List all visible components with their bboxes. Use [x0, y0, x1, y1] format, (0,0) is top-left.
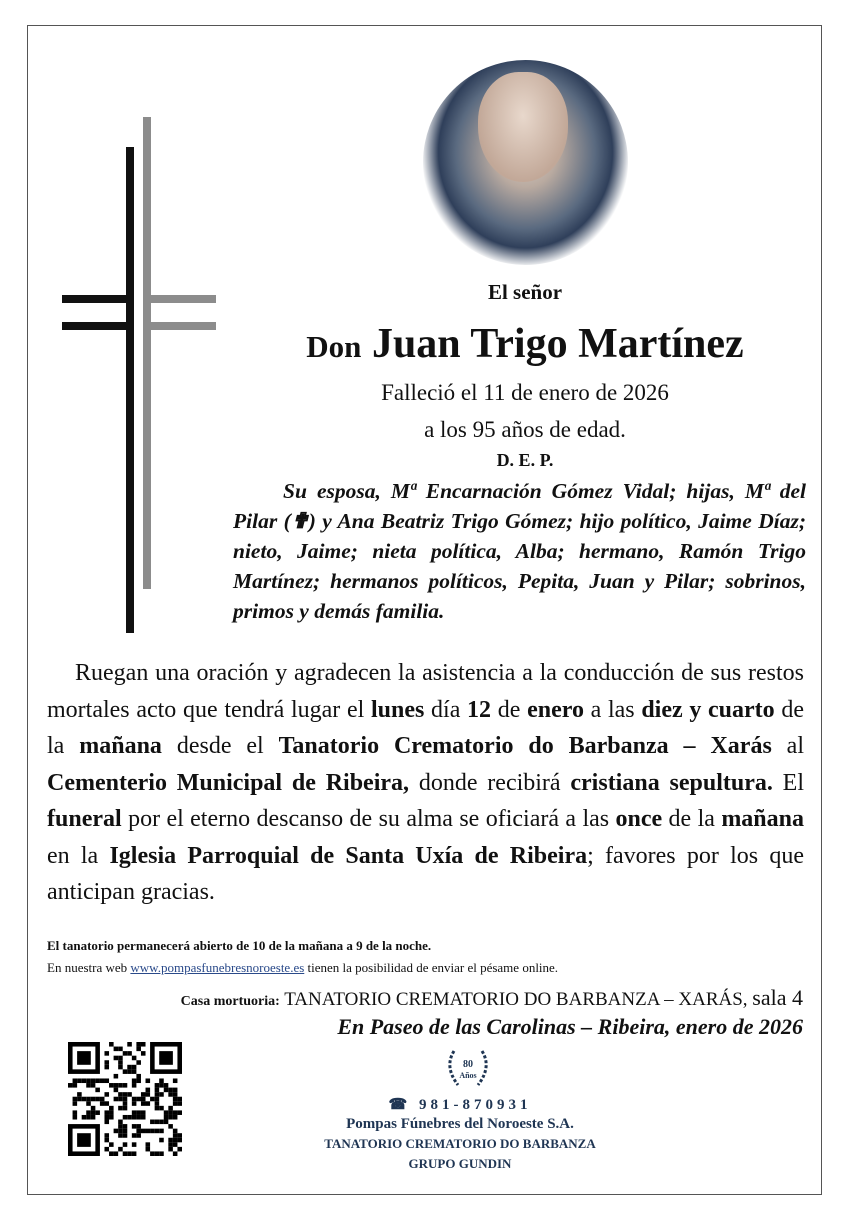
paragraph-text: El [772, 769, 804, 796]
emphasis-text: Tanatorio Crematorio do Barbanza – Xarás [278, 733, 772, 759]
paragraph-text: por el eterno descanso de su alma se oficiará a las [121, 806, 616, 832]
emphasis-text: Iglesia Parroquial de Santa Uxía de Ribeira [109, 842, 588, 869]
funeral-home-label: Casa mortuoria: [180, 994, 280, 1009]
emphasis-text: mañana [721, 806, 804, 832]
web-prefix: En nuestra web [47, 960, 131, 975]
svg-text:Años: Años [459, 1071, 477, 1080]
phone-number: 981-870931 [418, 1097, 532, 1113]
full-name: Juan Trigo Martínez [371, 321, 744, 367]
title-label: El señor [487, 280, 563, 304]
rip: D. E. P. [496, 450, 554, 470]
paragraph-text: en la [47, 842, 110, 869]
funeral-home-place: TANATORIO CREMATORIO DO BARBANZA – XARÁS, [284, 989, 748, 1010]
web-note [47, 960, 558, 976]
emphasis-text: lunes [370, 696, 425, 723]
paragraph-text: día [424, 696, 468, 723]
paragraph-text: de [491, 696, 528, 723]
funeral-home [181, 985, 803, 1011]
paragraph-text: al [771, 733, 805, 759]
emphasis-text: funeral [47, 806, 122, 832]
group-name: GRUPO GUNDIN [408, 1156, 512, 1171]
hours-note: El tanatorio permanecerá abierto de 10 de la mañana a 9 de la noche. [47, 938, 432, 953]
emphasis-text: mañana [79, 733, 162, 759]
paragraph-text: a las [583, 696, 642, 723]
website-link[interactable]: www.pompasfunebresnoroeste.es [130, 960, 305, 975]
funeral-home-room: sala 4 [752, 985, 803, 1010]
age: a los 95 años de edad. [424, 417, 626, 442]
phone [300, 1095, 620, 1114]
web-suffix: tienen la posibilidad de enviar el pésame online. [304, 960, 559, 975]
emphasis-text: once [615, 806, 663, 832]
emphasis-text: enero [527, 696, 584, 723]
emphasis-text: diez y cuarto [641, 696, 775, 723]
paragraph-text: de la [47, 696, 805, 759]
honorific: Don [306, 329, 362, 364]
paragraph-text: de la [662, 806, 722, 832]
deceased-name [230, 320, 820, 368]
tanatorio-name: TANATORIO CREMATORIO DO BARBANZA [324, 1136, 596, 1151]
paragraph-text: ; favores por los que anticipan gracias. [47, 842, 804, 905]
emphasis-text: cristiana sepultura. [570, 769, 773, 796]
phone-icon: ☎ [388, 1097, 412, 1113]
emphasis-text: 12 [467, 696, 492, 723]
paragraph-text: desde el [161, 733, 279, 759]
location-date: En Paseo de las Carolinas – Ribeira, enero de 2026 [337, 1014, 803, 1039]
anniversary-logo-icon [440, 1045, 496, 1095]
service-paragraph [47, 655, 804, 911]
death-date: Falleció el 11 de enero de 2026 [381, 380, 669, 405]
emphasis-text: Cementerio Municipal de Ribeira, [47, 769, 410, 796]
paragraph-text: Ruegan una oración y agradecen la asistencia a la conducción de sus restos mortales acto que tendrá lugar el [47, 660, 804, 723]
deceased-photo [423, 60, 628, 265]
qr-code-icon[interactable] [68, 1042, 182, 1156]
paragraph-text: donde recibirá [409, 769, 571, 796]
company-name: Pompas Fúnebres del Noroeste S.A. [346, 1116, 574, 1132]
family-paragraph: Su esposa, Mª Encarnación Gómez Vidal; hijas, Mª del Pilar (✟) y Ana Beatriz Trigo Gómez; hijo político, Jaime Díaz; nieto, Jaime; nieta política, Alba; hermano, Ramón Trigo Martínez; hermanos políticos, Pepita, Juan y Pilar; sobrinos, primos y demás familia. [233, 479, 806, 623]
svg-text:80: 80 [463, 1059, 473, 1070]
